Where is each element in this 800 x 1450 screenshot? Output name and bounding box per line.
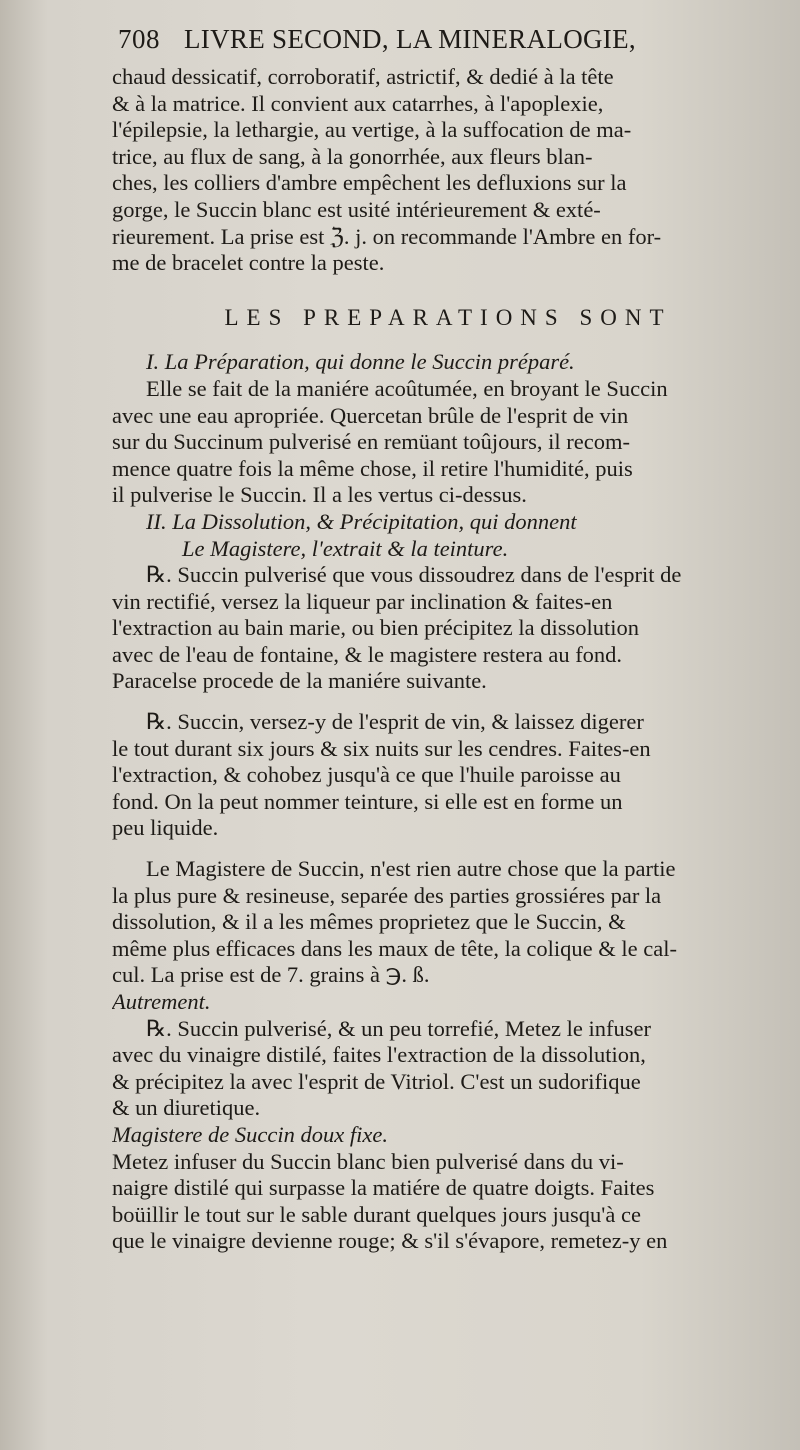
text-line: sur du Succinum pulverisé en remüant toûjours, il recom- — [112, 429, 631, 455]
text-line: cul. La prise est de 7. grains à ℈. ß. — [112, 962, 430, 988]
paragraph-gap — [112, 695, 784, 709]
page-header — [118, 26, 784, 64]
page-text — [112, 26, 784, 1255]
text-line: le tout durant six jours & six nuits sur les cendres. Faites-en — [112, 735, 651, 761]
text-line: & précipitez la avec l'esprit de Vitriol. C'est un sudorifique — [112, 1068, 641, 1094]
text-line: que le vinaigre devienne rouge; & s'il s'évapore, remetez-y en — [112, 1228, 668, 1254]
preparation-1 — [112, 349, 784, 509]
text-line: avec une eau apropriée. Quercetan brûle de l'esprit de vin — [112, 402, 629, 428]
paragraph-gap — [112, 842, 784, 856]
text-line: chaud dessicatif, corroboratif, astrictif, & dedié à la tête — [112, 64, 614, 89]
text-line: l'épilepsie, la lethargie, au vertige, à la suffocation de ma- — [112, 117, 632, 143]
text-line: ℞. Succin, versez-y de l'esprit de vin, & laissez digerer — [146, 709, 644, 735]
text-line: gorge, le Succin blanc est usité intérieurement & exté- — [112, 196, 601, 222]
text-line: naigre distilé qui surpasse la matiére de quatre doigts. Faites — [112, 1175, 655, 1201]
text-line: me de bracelet contre la peste. — [112, 250, 385, 276]
text-line: la plus pure & resineuse, separée des parties grossiéres par la — [112, 882, 662, 908]
text-line: Le Magistere de Succin, n'est rien autre chose que la partie — [146, 856, 676, 882]
text-line: & à la matrice. Il convient aux catarrhes, à l'apoplexie, — [112, 90, 604, 116]
subsection-heading: I. La Préparation, qui donne le Succin préparé. — [146, 349, 575, 375]
text-line: & un diuretique. — [112, 1095, 261, 1121]
text-line: l'extraction, & cohobez jusqu'à ce que l'huile paroisse au — [112, 762, 621, 788]
intro-paragraph — [112, 64, 784, 277]
text-line: ℞. Succin pulverisé que vous dissoudrez dans de l'esprit de — [146, 562, 682, 588]
text-line: Elle se fait de la maniére acoûtumée, en broyant le Succin — [146, 375, 668, 401]
text-line: avec de l'eau de fontaine, & le magistere restera au fond. — [112, 641, 623, 667]
subsection-heading: Magistere de Succin doux fixe. — [112, 1121, 388, 1147]
autrement-section — [112, 989, 784, 1122]
text-line: ches, les colliers d'ambre empêchent les defluxions sur la — [112, 170, 627, 196]
preparation-2 — [112, 509, 784, 989]
text-line: mence quatre fois la même chose, il retire l'humidité, puis — [112, 455, 633, 481]
running-title: LIVRE SECOND, LA MINERALOGIE, — [184, 24, 636, 54]
text-line: même plus efficaces dans les maux de tête, la colique & le cal- — [112, 935, 677, 961]
text-line: Metez infuser du Succin blanc bien pulverisé dans du vi- — [112, 1148, 624, 1174]
subsection-heading: II. La Dissolution, & Précipitation, qui donnent — [146, 508, 577, 534]
text-line: dissolution, & il a les mêmes proprietez que le Succin, & — [112, 909, 626, 935]
text-line: vin rectifié, versez la liqueur par inclination & faites-en — [112, 588, 613, 614]
subsection-heading-continued: Le Magistere, l'extrait & la teinture. — [182, 535, 509, 561]
text-line: ℞. Succin pulverisé, & un peu torrefié, Metez le infuser — [146, 1015, 652, 1041]
text-line: Paracelse procede de la maniére suivante. — [112, 668, 487, 694]
text-line: l'extraction au bain marie, ou bien précipitez la dissolution — [112, 615, 640, 641]
text-line: il pulverise le Succin. Il a les vertus ci-dessus. — [112, 482, 527, 508]
subsection-heading: Autrement. — [112, 989, 211, 1014]
text-line: avec du vinaigre distilé, faites l'extraction de la dissolution, — [112, 1042, 646, 1068]
magistere-doux-section — [112, 1122, 784, 1255]
text-line: peu liquide. — [112, 815, 219, 841]
section-heading: LES PREPARATIONS SONT — [224, 304, 672, 330]
text-line: rieurement. La prise est ℨ. j. on recommande l'Ambre en for- — [112, 223, 662, 249]
text-line: boüillir le tout sur le sable durant quelques jours jusqu'à ce — [112, 1201, 641, 1227]
page-number: 708 — [118, 24, 160, 54]
text-line: trice, au flux de sang, à la gonorrhée, aux fleurs blan- — [112, 143, 593, 169]
text-line: fond. On la peut nommer teinture, si elle est en forme un — [112, 788, 623, 814]
